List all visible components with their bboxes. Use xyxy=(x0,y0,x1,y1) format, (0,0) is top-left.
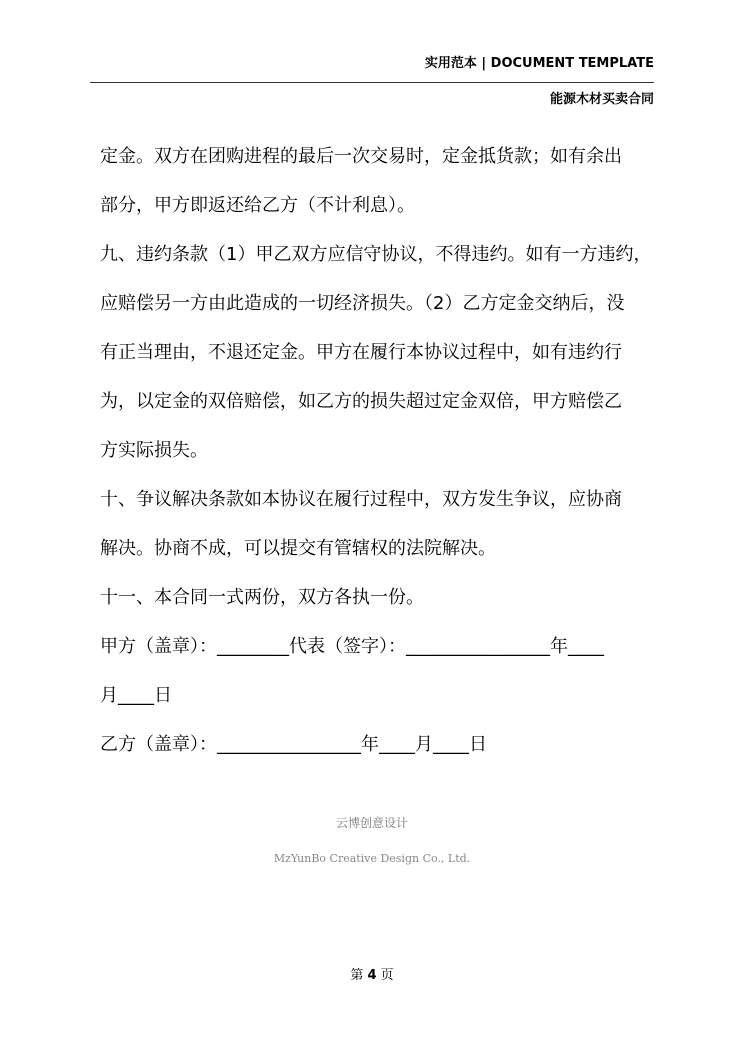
body-line: 应赔偿另一方由此造成的一切经济损失。（2）乙方定金交纳后，没 xyxy=(100,293,625,314)
body-line: 为，以定金的双倍赔偿，如乙方的损失超过定金双倍，甲方赔偿乙 xyxy=(100,391,622,412)
page-number-value: 4 xyxy=(367,968,377,983)
signature-line-party-b: 乙方（盖章）：________________年____月____日 xyxy=(100,734,487,755)
body-line: 定金。双方在团购进程的最后一次交易时，定金抵货款；如有余出 xyxy=(100,146,622,167)
contract-body xyxy=(100,132,660,769)
body-line: 十、争议解决条款如本协议在履行过程中，双方发生争议，应协商 xyxy=(100,489,622,510)
body-line: 方实际损失。 xyxy=(100,440,208,461)
signature-line-date: 月____日 xyxy=(100,685,172,706)
body-line: 十一、本合同一式两份，双方各执一份。 xyxy=(100,587,424,608)
page-number xyxy=(0,964,744,983)
body-line: 九、违约条款（1）甲乙双方应信守协议，不得违约。如有一方违约， xyxy=(100,244,652,265)
document-subtitle: 能源木材买卖合同 xyxy=(549,92,654,107)
body-line: 有正当理由，不退还定金。甲方在履行本协议过程中，如有违约行 xyxy=(100,342,622,363)
page-suffix: 页 xyxy=(380,968,394,983)
signature-line-party-a: 甲方（盖章）：________代表（签字）：________________年____ xyxy=(100,636,604,657)
page-prefix: 第 xyxy=(350,968,364,983)
header-divider xyxy=(90,82,654,83)
footer-company-en: MzYunBo Creative Design Co., Ltd. xyxy=(273,852,471,865)
body-line: 解决。协商不成，可以提交有管辖权的法院解决。 xyxy=(100,538,496,559)
body-line: 部分，甲方即返还给乙方（不计利息）。 xyxy=(100,195,415,216)
footer-company-cn: 云博创意设计 xyxy=(335,816,408,830)
header-title: 实用范本 | DOCUMENT TEMPLATE xyxy=(424,56,654,71)
